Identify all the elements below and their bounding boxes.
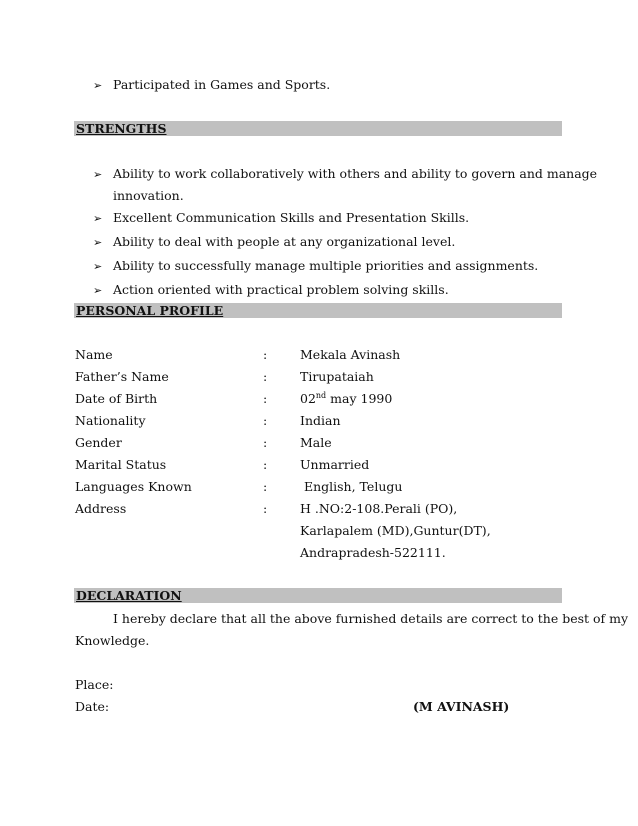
bullet-text: Ability to deal with people at any organizational level. (113, 234, 456, 249)
profile-colon: : (263, 413, 268, 428)
list-item (93, 282, 449, 297)
profile-colon: : (263, 369, 268, 384)
dob-suffix: nd (315, 391, 327, 400)
section-heading-personal-profile: PERSONAL PROFILE (76, 303, 224, 318)
profile-value: Unmarried (300, 457, 370, 472)
profile-label: Marital Status (75, 457, 167, 472)
section-heading-strengths: STRENGTHS (76, 121, 167, 136)
arrow-bullet-icon: ➢ (93, 284, 103, 297)
profile-colon: : (263, 457, 268, 472)
bullet-text: Ability to work collaboratively with others and ability to govern and manage (113, 166, 598, 181)
bullet-text-continuation: innovation. (113, 188, 184, 203)
profile-label: Name (75, 347, 113, 362)
signature-name: (M AVINASH) (413, 699, 510, 714)
section-bar-declaration (74, 588, 562, 603)
section-bar-strengths (74, 121, 562, 136)
profile-colon: : (263, 391, 268, 406)
profile-colon: : (263, 479, 268, 494)
address-line: Andrapradesh-522111. (300, 545, 446, 560)
profile-value: English, Telugu (300, 479, 403, 494)
profile-label: Languages Known (75, 479, 192, 494)
profile-label: Date of Birth (75, 391, 158, 406)
list-item (93, 234, 455, 249)
arrow-bullet-icon: ➢ (93, 236, 103, 249)
profile-value: Male (300, 435, 332, 450)
arrow-bullet-icon: ➢ (93, 212, 103, 225)
arrow-bullet-icon: ➢ (93, 260, 103, 273)
place-label: Place: (75, 677, 114, 692)
declaration-text: I hereby declare that all the above furnished details are correct to the best of my (113, 611, 629, 626)
date-label: Date: (75, 699, 110, 714)
profile-value: Mekala Avinash (300, 347, 401, 362)
profile-value: Tirupataiah (300, 369, 374, 384)
bullet-text: Ability to successfully manage multiple priorities and assignments. (113, 258, 539, 273)
profile-label: Address (75, 501, 127, 516)
profile-label: Nationality (75, 413, 146, 428)
section-heading-declaration: DECLARATION (76, 588, 182, 603)
arrow-bullet-icon: ➢ (93, 79, 103, 92)
dob-rest: may 1990 (326, 391, 393, 407)
profile-label: Father’s Name (75, 369, 169, 384)
profile-colon: : (263, 435, 268, 450)
arrow-bullet-icon: ➢ (93, 168, 103, 181)
profile-colon: : (263, 347, 268, 362)
bullet-text: Excellent Communication Skills and Presentation Skills. (113, 210, 470, 225)
profile-value: Indian (300, 413, 341, 428)
list-item (93, 166, 597, 181)
profile-value: H .NO:2-108.Perali (PO), (300, 501, 458, 516)
list-item (93, 210, 469, 225)
profile-value (300, 391, 392, 406)
dob-day: 02 (300, 391, 316, 407)
bullet-text: Action oriented with practical problem solving skills. (113, 282, 449, 297)
list-item (93, 258, 538, 273)
profile-colon: : (263, 501, 268, 516)
list-item (93, 77, 330, 92)
declaration-text-continuation: Knowledge. (75, 633, 150, 648)
section-bar-personal-profile (74, 303, 562, 318)
address-line: Karlapalem (MD),Guntur(DT), (300, 523, 491, 538)
bullet-text: Participated in Games and Sports. (113, 77, 331, 92)
profile-label: Gender (75, 435, 122, 450)
